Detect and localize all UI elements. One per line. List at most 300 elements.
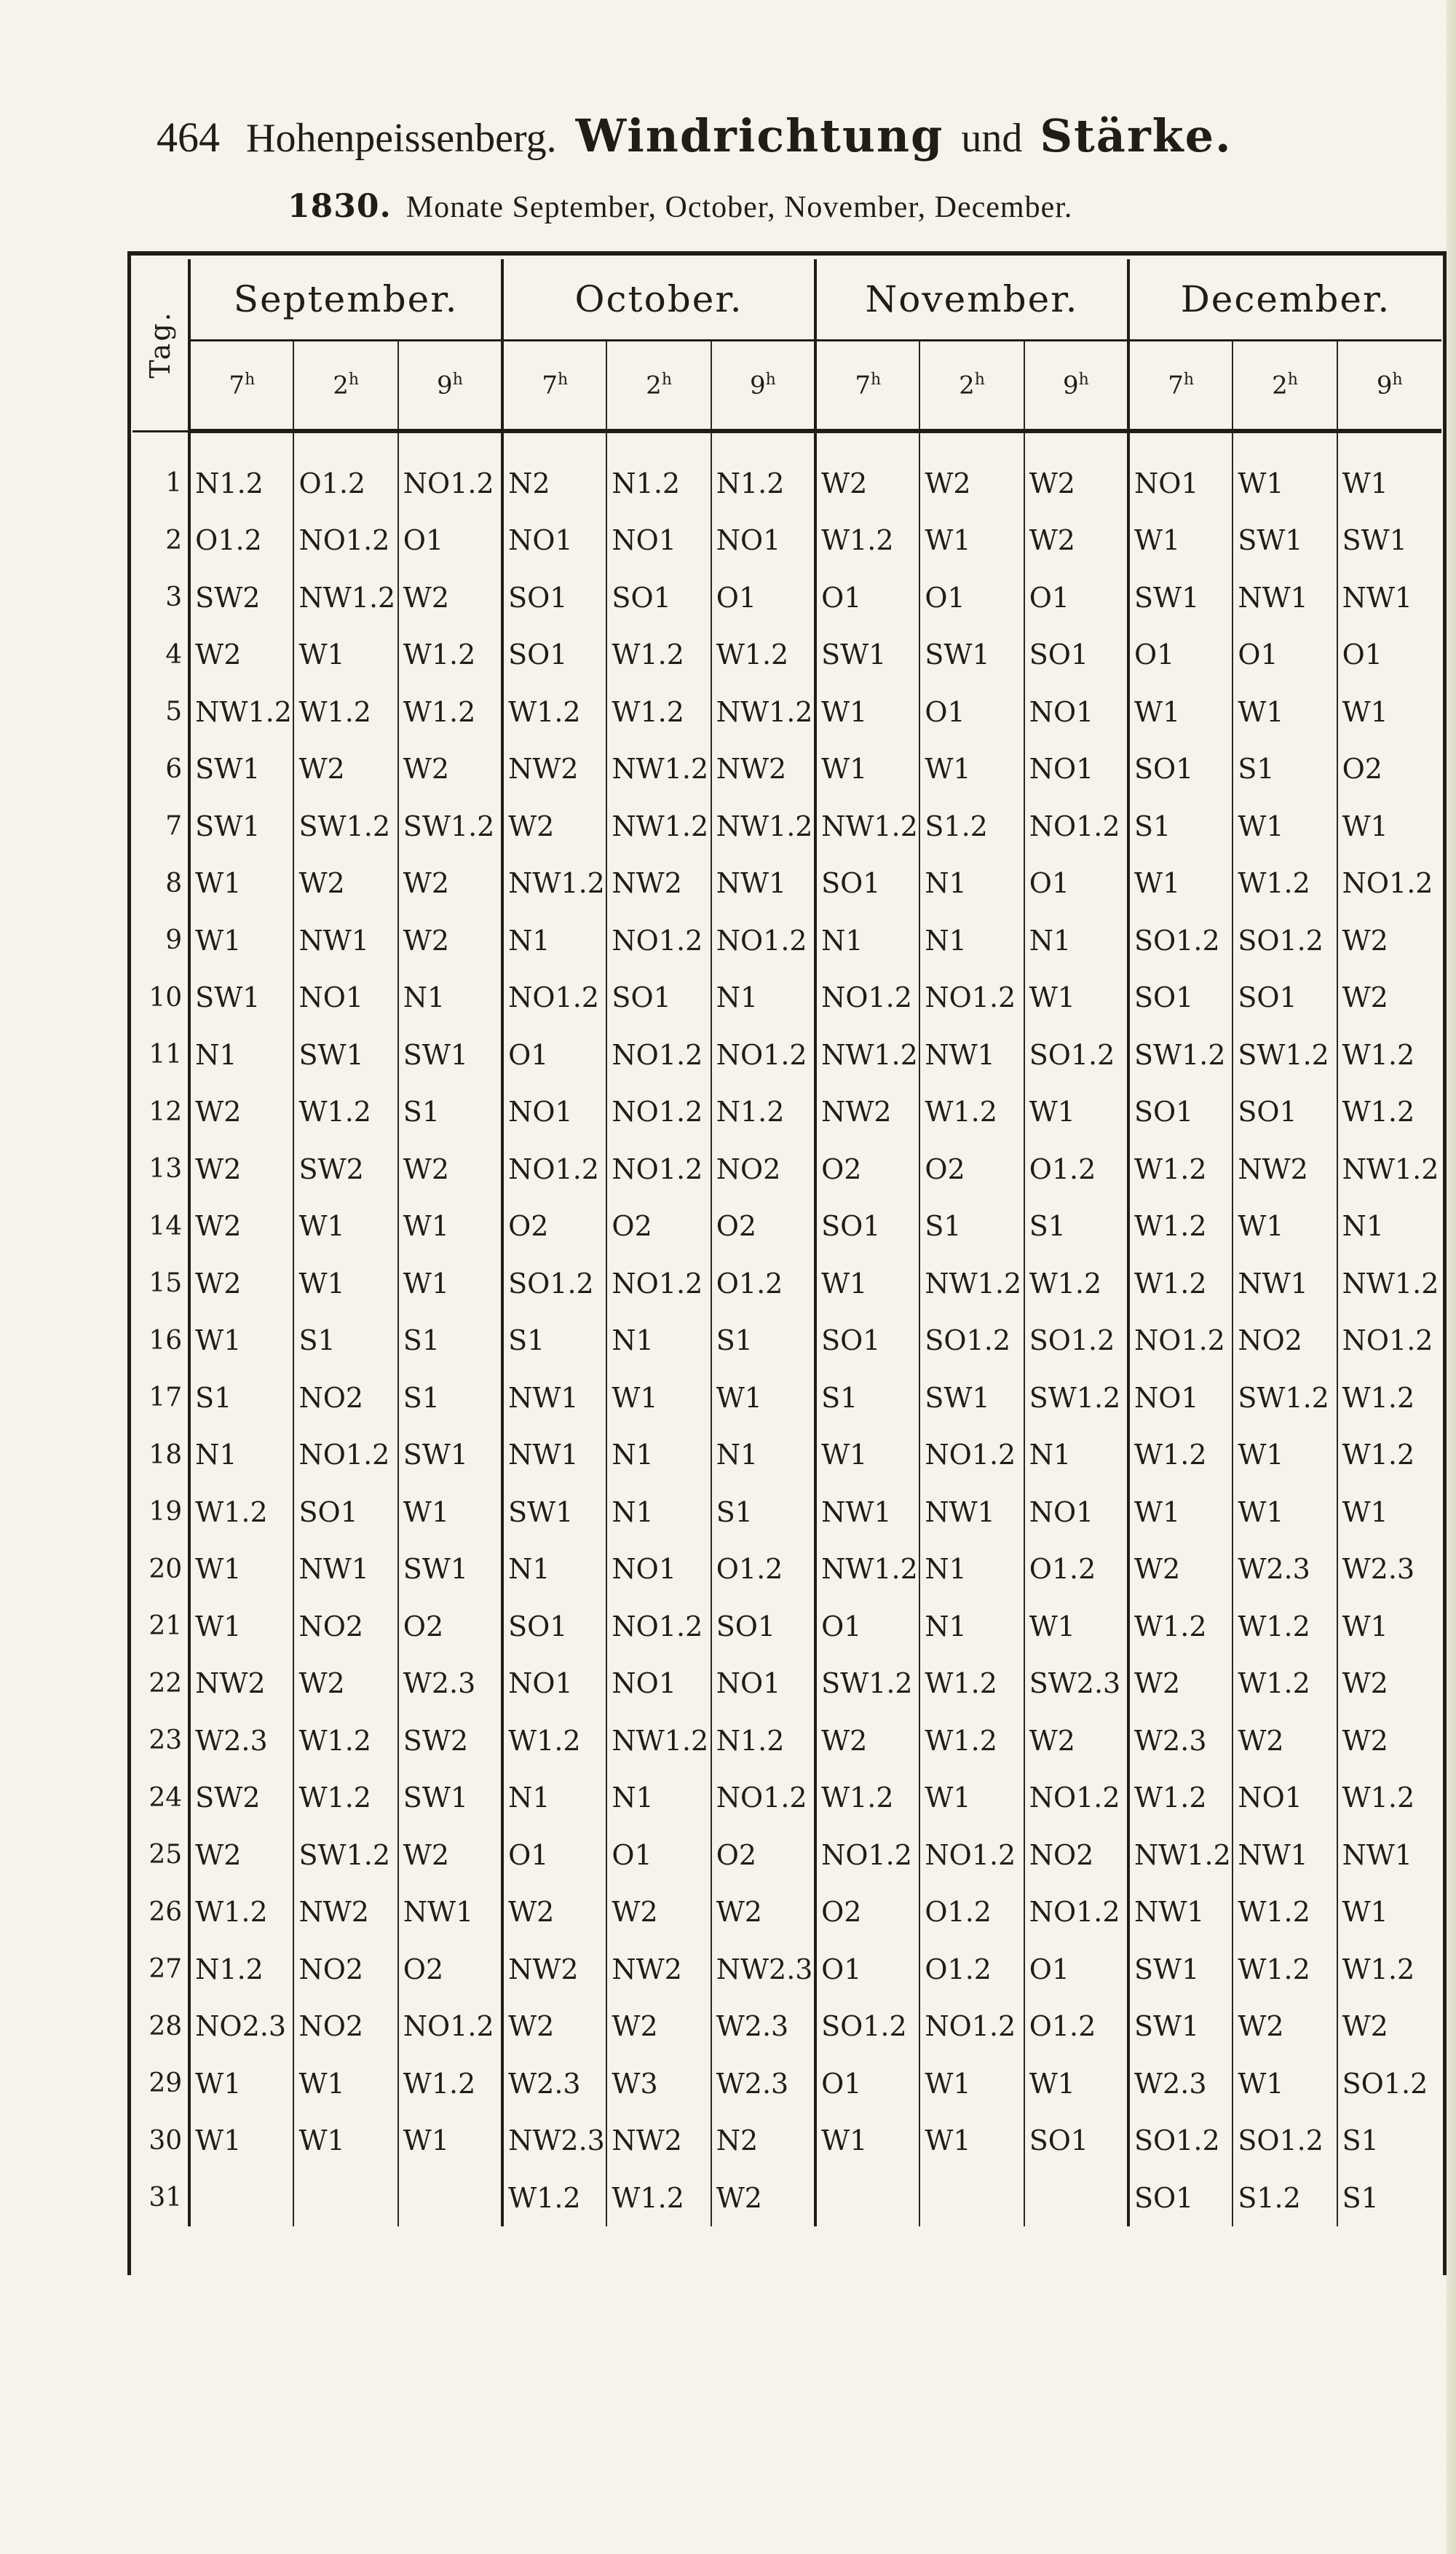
wind-cell: N1.2 bbox=[711, 1083, 815, 1141]
wind-cell: SO1.2 bbox=[1128, 912, 1233, 970]
wind-cell: N1 bbox=[919, 855, 1024, 912]
table-row bbox=[132, 2112, 1441, 2170]
wind-cell: W1 bbox=[1342, 695, 1388, 728]
wind-cell: W1 bbox=[293, 2055, 397, 2113]
page-header bbox=[157, 109, 1350, 182]
wind-cell: NW1 bbox=[293, 1541, 397, 1598]
wind-cell: O1 bbox=[606, 1827, 711, 1884]
wind-cell: W2 bbox=[398, 569, 502, 627]
day-number: 6 bbox=[132, 740, 189, 798]
wind-cell: W1 bbox=[1233, 1426, 1337, 1484]
wind-cell: O2 bbox=[711, 1198, 815, 1255]
wind-cell: W2.3 bbox=[189, 1712, 293, 1770]
wind-cell: W1.2 bbox=[606, 684, 711, 741]
wind-cell bbox=[815, 2170, 919, 2227]
wind-cell: NO1 bbox=[1024, 740, 1128, 798]
wind-cell: W1.2 bbox=[1233, 1883, 1337, 1941]
wind-cell: SO1 bbox=[1233, 969, 1337, 1027]
wind-cell: NO1.2 bbox=[293, 1426, 397, 1484]
wind-cell: O1 bbox=[815, 1598, 919, 1656]
wind-cell: W1 bbox=[1233, 2055, 1337, 2113]
wind-cell: SO1.2 bbox=[1342, 2067, 1428, 2100]
wind-cell: SO1 bbox=[606, 569, 711, 627]
wind-cell: NO1.2 bbox=[293, 512, 397, 569]
wind-cell: W2 bbox=[189, 1083, 293, 1141]
wind-cell: NW1.2 bbox=[502, 855, 606, 912]
wind-cell: S1 bbox=[502, 1312, 606, 1369]
wind-cell: W1 bbox=[189, 2112, 293, 2170]
wind-cell: NO1 bbox=[1128, 1369, 1233, 1427]
wind-cell: O1 bbox=[919, 569, 1024, 627]
wind-cell: NO1 bbox=[711, 1655, 815, 1712]
wind-cell: O2 bbox=[606, 1198, 711, 1255]
wind-cell: NW2 bbox=[293, 1883, 397, 1941]
wind-cell: W1.2 bbox=[1128, 1426, 1233, 1484]
wind-cell: SW1.2 bbox=[1128, 1027, 1233, 1084]
wind-cell: W1 bbox=[1233, 1198, 1337, 1255]
wind-cell: W2 bbox=[1024, 512, 1128, 569]
wind-cell: NW1.2 bbox=[606, 798, 711, 855]
wind-cell: NO1.2 bbox=[711, 912, 815, 970]
hour-header: 7$^h$ bbox=[502, 341, 606, 432]
wind-cell: N1 bbox=[1342, 1210, 1385, 1243]
wind-cell: N1 bbox=[815, 912, 919, 970]
wind-cell: O1 bbox=[1024, 569, 1128, 627]
wind-cell: W2.3 bbox=[711, 2055, 815, 2113]
wind-cell: W1.2 bbox=[1342, 1782, 1415, 1814]
wind-cell: O1 bbox=[815, 2055, 919, 2113]
wind-cell: SO1.2 bbox=[1233, 2112, 1337, 2170]
wind-cell: NO1.2 bbox=[1024, 1883, 1128, 1941]
wind-cell: W1 bbox=[189, 1312, 293, 1369]
wind-cell: NW1.2 bbox=[1342, 1153, 1439, 1185]
wind-cell: NW1.2 bbox=[711, 798, 815, 855]
wind-cell: NW1.2 bbox=[189, 684, 293, 741]
hour-header: 7$^h$ bbox=[189, 341, 293, 432]
wind-cell: W2 bbox=[189, 1827, 293, 1884]
wind-cell: NO1.2 bbox=[606, 1083, 711, 1141]
table-row bbox=[132, 1369, 1441, 1427]
wind-cell: W2 bbox=[189, 1198, 293, 1255]
wind-cell: NW2 bbox=[815, 1083, 919, 1141]
wind-cell: W2 bbox=[606, 1998, 711, 2055]
wind-cell: SW1.2 bbox=[293, 1827, 397, 1884]
wind-cell: W2 bbox=[1233, 1712, 1337, 1770]
wind-cell: SO1 bbox=[815, 1198, 919, 1255]
day-number: 10 bbox=[132, 969, 189, 1027]
wind-cell: W1.2 bbox=[919, 1712, 1024, 1770]
wind-cell: W1.2 bbox=[1342, 1953, 1415, 1985]
wind-cell: NO2 bbox=[293, 1598, 397, 1656]
wind-cell: SO1 bbox=[502, 569, 606, 627]
wind-cell: W1 bbox=[293, 1198, 397, 1255]
hour-header: 9$^h$ bbox=[1024, 341, 1128, 432]
wind-cell: W2.3 bbox=[1128, 1712, 1233, 1770]
wind-cell: NO1.2 bbox=[919, 1998, 1024, 2055]
wind-cell: NO1.2 bbox=[606, 912, 711, 970]
wind-cell: NO1 bbox=[606, 1655, 711, 1712]
wind-cell: SO1 bbox=[815, 1312, 919, 1369]
wind-cell: NW1 bbox=[815, 1484, 919, 1541]
wind-cell: W1 bbox=[815, 740, 919, 798]
wind-cell: SW1 bbox=[1233, 512, 1337, 569]
wind-cell: W2 bbox=[1342, 1667, 1388, 1700]
wind-cell: S1 bbox=[1233, 740, 1337, 798]
wind-cell: NW2 bbox=[606, 2112, 711, 2170]
wind-cell: NW1 bbox=[293, 912, 397, 970]
wind-cell: NO2 bbox=[293, 1998, 397, 2055]
table-row bbox=[132, 969, 1441, 1027]
wind-cell: NO1.2 bbox=[919, 1426, 1024, 1484]
wind-cell: O2 bbox=[398, 1941, 502, 1998]
wind-cell: W1.2 bbox=[293, 1769, 397, 1827]
wind-cell: NO1 bbox=[502, 1655, 606, 1712]
wind-cell: S1.2 bbox=[919, 798, 1024, 855]
wind-cell: W2 bbox=[1024, 431, 1128, 512]
wind-cell: NW2 bbox=[606, 1941, 711, 1998]
wind-cell: W2 bbox=[919, 431, 1024, 512]
wind-cell: W1.2 bbox=[1024, 1255, 1128, 1313]
table-row bbox=[132, 1541, 1441, 1598]
wind-cell: W1.2 bbox=[189, 1883, 293, 1941]
wind-cell: NO1 bbox=[711, 512, 815, 569]
wind-cell: NO1 bbox=[1024, 1484, 1128, 1541]
wind-cell: SW2 bbox=[189, 569, 293, 627]
table-row bbox=[132, 1083, 1441, 1141]
wind-cell: N2 bbox=[711, 2112, 815, 2170]
day-number: 20 bbox=[132, 1541, 189, 1598]
wind-cell: SW1 bbox=[919, 1369, 1024, 1427]
wind-cell: W1 bbox=[815, 1255, 919, 1313]
wind-cell: NO1 bbox=[606, 512, 711, 569]
wind-cell: W1 bbox=[1128, 1484, 1233, 1541]
wind-cell: W2.3 bbox=[1342, 1553, 1415, 1586]
wind-cell: N1 bbox=[502, 1541, 606, 1598]
wind-cell: W1 bbox=[189, 1541, 293, 1598]
wind-cell: O1 bbox=[1233, 626, 1337, 684]
page-subheader bbox=[288, 188, 1307, 232]
day-number: 1 bbox=[132, 431, 189, 512]
wind-cell: N1 bbox=[919, 1541, 1024, 1598]
wind-cell: NW1 bbox=[1233, 569, 1337, 627]
day-number: 28 bbox=[132, 1998, 189, 2055]
wind-cell: SW1.2 bbox=[1233, 1027, 1337, 1084]
wind-cell: N1 bbox=[606, 1426, 711, 1484]
wind-cell: W1 bbox=[711, 1369, 815, 1427]
wind-cell: W1.2 bbox=[1342, 1096, 1415, 1128]
wind-cell: W1.2 bbox=[711, 626, 815, 684]
wind-cell: W1.2 bbox=[502, 1712, 606, 1770]
day-number: 13 bbox=[132, 1141, 189, 1198]
day-number: 8 bbox=[132, 855, 189, 912]
wind-cell: N1 bbox=[606, 1484, 711, 1541]
wind-cell: W2 bbox=[189, 1141, 293, 1198]
wind-cell: NO1 bbox=[1233, 1769, 1337, 1827]
wind-cell: NW2 bbox=[711, 740, 815, 798]
day-number: 24 bbox=[132, 1769, 189, 1827]
wind-cell: NO1.2 bbox=[1128, 1312, 1233, 1369]
wind-cell: W1.2 bbox=[1342, 1038, 1415, 1071]
wind-cell: SW1 bbox=[1128, 1998, 1233, 2055]
wind-cell: W1 bbox=[1233, 684, 1337, 741]
wind-cell: O1 bbox=[711, 569, 815, 627]
wind-cell: NO1 bbox=[502, 512, 606, 569]
wind-cell: W1.2 bbox=[398, 626, 502, 684]
wind-cell: N1 bbox=[189, 1027, 293, 1084]
wind-cell: NO1.2 bbox=[1342, 867, 1433, 900]
wind-cell: W1 bbox=[398, 1484, 502, 1541]
wind-cell: SW1.2 bbox=[293, 798, 397, 855]
wind-cell: SW1 bbox=[1128, 569, 1233, 627]
wind-cell: W1 bbox=[919, 512, 1024, 569]
wind-cell: NO1.2 bbox=[606, 1598, 711, 1656]
page-number: 464 bbox=[157, 114, 220, 161]
wind-cell bbox=[1024, 2170, 1128, 2227]
wind-cell: W1.2 bbox=[1128, 1141, 1233, 1198]
wind-cell: W1.2 bbox=[502, 2170, 606, 2227]
day-number: 30 bbox=[132, 2112, 189, 2170]
wind-cell: S1 bbox=[815, 1369, 919, 1427]
wind-cell bbox=[919, 2170, 1024, 2227]
table-body bbox=[132, 431, 1441, 2226]
hour-header: 9$^h$ bbox=[1337, 341, 1441, 432]
day-number: 26 bbox=[132, 1883, 189, 1941]
wind-cell: NW1 bbox=[1128, 1883, 1233, 1941]
wind-cell: S1 bbox=[189, 1369, 293, 1427]
wind-cell: NW1 bbox=[919, 1484, 1024, 1541]
wind-cell: W2 bbox=[398, 740, 502, 798]
wind-cell: W1 bbox=[1233, 798, 1337, 855]
month-header-september: September. bbox=[189, 259, 502, 341]
wind-cell: NO1.2 bbox=[711, 1769, 815, 1827]
wind-cell: NW1.2 bbox=[919, 1255, 1024, 1313]
wind-cell: NO1.2 bbox=[919, 1827, 1024, 1884]
wind-cell: W1.2 bbox=[293, 1083, 397, 1141]
wind-cell: W1 bbox=[398, 2112, 502, 2170]
wind-cell: W1 bbox=[919, 2055, 1024, 2113]
wind-cell: NO1 bbox=[606, 1541, 711, 1598]
table-row bbox=[132, 1198, 1441, 1255]
day-number: 29 bbox=[132, 2055, 189, 2113]
table-row bbox=[132, 431, 1441, 512]
wind-cell: W2 bbox=[502, 798, 606, 855]
table-row bbox=[132, 1027, 1441, 1084]
wind-cell: N1 bbox=[1024, 1426, 1128, 1484]
wind-cell: SO1.2 bbox=[502, 1255, 606, 1313]
wind-cell: O1 bbox=[815, 569, 919, 627]
day-number: 17 bbox=[132, 1369, 189, 1427]
day-number: 9 bbox=[132, 912, 189, 970]
wind-cell: W1.2 bbox=[1233, 1598, 1337, 1656]
wind-cell: O2 bbox=[398, 1598, 502, 1656]
wind-cell: SO1 bbox=[1024, 2112, 1128, 2170]
hour-header: 7$^h$ bbox=[1128, 341, 1233, 432]
wind-cell: S1 bbox=[398, 1083, 502, 1141]
month-header-november: November. bbox=[815, 259, 1128, 341]
table-row bbox=[132, 2055, 1441, 2113]
wind-cell: W2 bbox=[189, 1255, 293, 1313]
wind-cell: W1 bbox=[189, 912, 293, 970]
wind-cell: NW1.2 bbox=[815, 798, 919, 855]
wind-cell: NO1.2 bbox=[398, 1998, 502, 2055]
wind-cell: W1.2 bbox=[1233, 855, 1337, 912]
wind-cell: S1 bbox=[1342, 2124, 1379, 2157]
wind-cell: O1.2 bbox=[293, 431, 397, 512]
table-row bbox=[132, 1426, 1441, 1484]
wind-cell: W2 bbox=[711, 2170, 815, 2227]
wind-cell: W2 bbox=[1024, 1712, 1128, 1770]
wind-cell: O1 bbox=[1024, 855, 1128, 912]
wind-cell: W2 bbox=[815, 431, 919, 512]
wind-cell: SW2 bbox=[189, 1769, 293, 1827]
day-number: 19 bbox=[132, 1484, 189, 1541]
wind-cell: O2 bbox=[815, 1883, 919, 1941]
wind-cell bbox=[398, 2170, 502, 2227]
wind-cell: N1 bbox=[502, 912, 606, 970]
wind-cell: SO1 bbox=[815, 855, 919, 912]
table-row bbox=[132, 1769, 1441, 1827]
wind-cell: NO1.2 bbox=[398, 431, 502, 512]
table-row bbox=[132, 1655, 1441, 1712]
wind-cell: NW2.3 bbox=[502, 2112, 606, 2170]
table-row bbox=[132, 855, 1441, 912]
wind-cell: SW1 bbox=[189, 798, 293, 855]
wind-cell: NW2 bbox=[606, 855, 711, 912]
wind-cell: NW1.2 bbox=[606, 740, 711, 798]
wind-cell: S1 bbox=[398, 1312, 502, 1369]
wind-cell: W1.2 bbox=[1128, 1255, 1233, 1313]
wind-cell: SO1 bbox=[1128, 740, 1233, 798]
wind-cell: N1 bbox=[711, 969, 815, 1027]
wind-cell bbox=[189, 2170, 293, 2227]
wind-cell: W2 bbox=[711, 1883, 815, 1941]
hour-header: 2$^h$ bbox=[293, 341, 397, 432]
wind-cell: W1.2 bbox=[919, 1083, 1024, 1141]
table-row bbox=[132, 1998, 1441, 2055]
wind-cell: NW2.3 bbox=[711, 1941, 815, 1998]
day-number: 3 bbox=[132, 569, 189, 627]
wind-cell: O1 bbox=[398, 512, 502, 569]
table-row bbox=[132, 569, 1441, 627]
wind-cell: O1 bbox=[502, 1827, 606, 1884]
wind-cell: SO1.2 bbox=[1128, 2112, 1233, 2170]
wind-cell: N1 bbox=[1024, 912, 1128, 970]
wind-cell: NO2.3 bbox=[189, 1998, 293, 2055]
wind-cell: SW1.2 bbox=[1233, 1369, 1337, 1427]
wind-cell: N2 bbox=[502, 431, 606, 512]
wind-cell: W1 bbox=[1024, 1598, 1128, 1656]
wind-cell: SW1 bbox=[398, 1426, 502, 1484]
wind-cell: NW1 bbox=[1342, 1838, 1413, 1871]
day-number: 25 bbox=[132, 1827, 189, 1884]
day-number: 21 bbox=[132, 1598, 189, 1656]
wind-cell: SW2.3 bbox=[1024, 1655, 1128, 1712]
wind-cell: SW1 bbox=[398, 1769, 502, 1827]
wind-cell: O1.2 bbox=[919, 1883, 1024, 1941]
wind-cell: NW1.2 bbox=[815, 1541, 919, 1598]
wind-table bbox=[132, 259, 1441, 2226]
day-number: 27 bbox=[132, 1941, 189, 1998]
table-row bbox=[132, 1484, 1441, 1541]
wind-cell: W1.2 bbox=[919, 1655, 1024, 1712]
wind-cell: S1 bbox=[711, 1484, 815, 1541]
wind-cell: W1.2 bbox=[815, 512, 919, 569]
wind-cell: W1 bbox=[815, 684, 919, 741]
wind-cell: NO1.2 bbox=[606, 1027, 711, 1084]
wind-cell: W1 bbox=[1342, 810, 1388, 842]
wind-cell: NO1.2 bbox=[1342, 1324, 1433, 1357]
table-row bbox=[132, 512, 1441, 569]
table-row bbox=[132, 1598, 1441, 1656]
table-row bbox=[132, 2170, 1441, 2227]
wind-cell: W1.2 bbox=[1128, 1769, 1233, 1827]
wind-cell: W2 bbox=[1342, 924, 1388, 957]
hour-header: 9$^h$ bbox=[711, 341, 815, 432]
wind-cell: NO1 bbox=[1024, 684, 1128, 741]
wind-cell: NO1.2 bbox=[1024, 798, 1128, 855]
wind-cell: NW1 bbox=[398, 1883, 502, 1941]
wind-cell: SW1 bbox=[189, 740, 293, 798]
wind-cell: W1.2 bbox=[1233, 1941, 1337, 1998]
wind-cell: W1 bbox=[293, 1255, 397, 1313]
wind-cell: W1 bbox=[189, 1598, 293, 1656]
wind-cell: NW2 bbox=[189, 1655, 293, 1712]
day-header-label: Tag. bbox=[144, 310, 177, 379]
wind-cell: NO1.2 bbox=[606, 1141, 711, 1198]
wind-cell: NW1 bbox=[502, 1426, 606, 1484]
wind-cell: N1 bbox=[606, 1769, 711, 1827]
wind-cell: NO1.2 bbox=[815, 1827, 919, 1884]
wind-cell: N1.2 bbox=[711, 431, 815, 512]
wind-cell: W1 bbox=[1233, 431, 1337, 512]
wind-cell: W1 bbox=[1128, 684, 1233, 741]
wind-cell: NO2 bbox=[1233, 1312, 1337, 1369]
day-number: 22 bbox=[132, 1655, 189, 1712]
wind-cell: W1 bbox=[1024, 969, 1128, 1027]
wind-cell: W2 bbox=[1128, 1541, 1233, 1598]
wind-cell: SW1.2 bbox=[398, 798, 502, 855]
months-subtitle: Monate September, October, November, December. bbox=[405, 191, 1073, 224]
table-row bbox=[132, 1255, 1441, 1313]
wind-cell: W2 bbox=[606, 1883, 711, 1941]
hour-header: 2$^h$ bbox=[606, 341, 711, 432]
wind-cell: SO1 bbox=[1128, 969, 1233, 1027]
wind-cell: W2 bbox=[502, 1883, 606, 1941]
hour-header: 9$^h$ bbox=[398, 341, 502, 432]
wind-cell: W1.2 bbox=[606, 626, 711, 684]
wind-cell: SO1.2 bbox=[1233, 912, 1337, 970]
wind-cell: NW1 bbox=[1233, 1827, 1337, 1884]
wind-cell: SO1 bbox=[293, 1484, 397, 1541]
wind-cell: NO1.2 bbox=[502, 1141, 606, 1198]
wind-cell: S1 bbox=[1342, 2181, 1379, 2214]
day-number: 31 bbox=[132, 2170, 189, 2227]
wind-cell: W1.2 bbox=[1128, 1198, 1233, 1255]
wind-cell: NO1.2 bbox=[711, 1027, 815, 1084]
wind-cell: SW1 bbox=[398, 1027, 502, 1084]
wind-cell: SO1 bbox=[711, 1598, 815, 1656]
wind-cell: SW2 bbox=[293, 1141, 397, 1198]
wind-cell: O2 bbox=[1342, 753, 1382, 786]
day-number: 2 bbox=[132, 512, 189, 569]
wind-cell: O1 bbox=[1128, 626, 1233, 684]
wind-cell: W2 bbox=[398, 1141, 502, 1198]
table-row bbox=[132, 1712, 1441, 1770]
wind-cell: O1.2 bbox=[711, 1541, 815, 1598]
day-number: 4 bbox=[132, 626, 189, 684]
wind-cell: N1 bbox=[502, 1769, 606, 1827]
wind-cell: W2 bbox=[815, 1712, 919, 1770]
